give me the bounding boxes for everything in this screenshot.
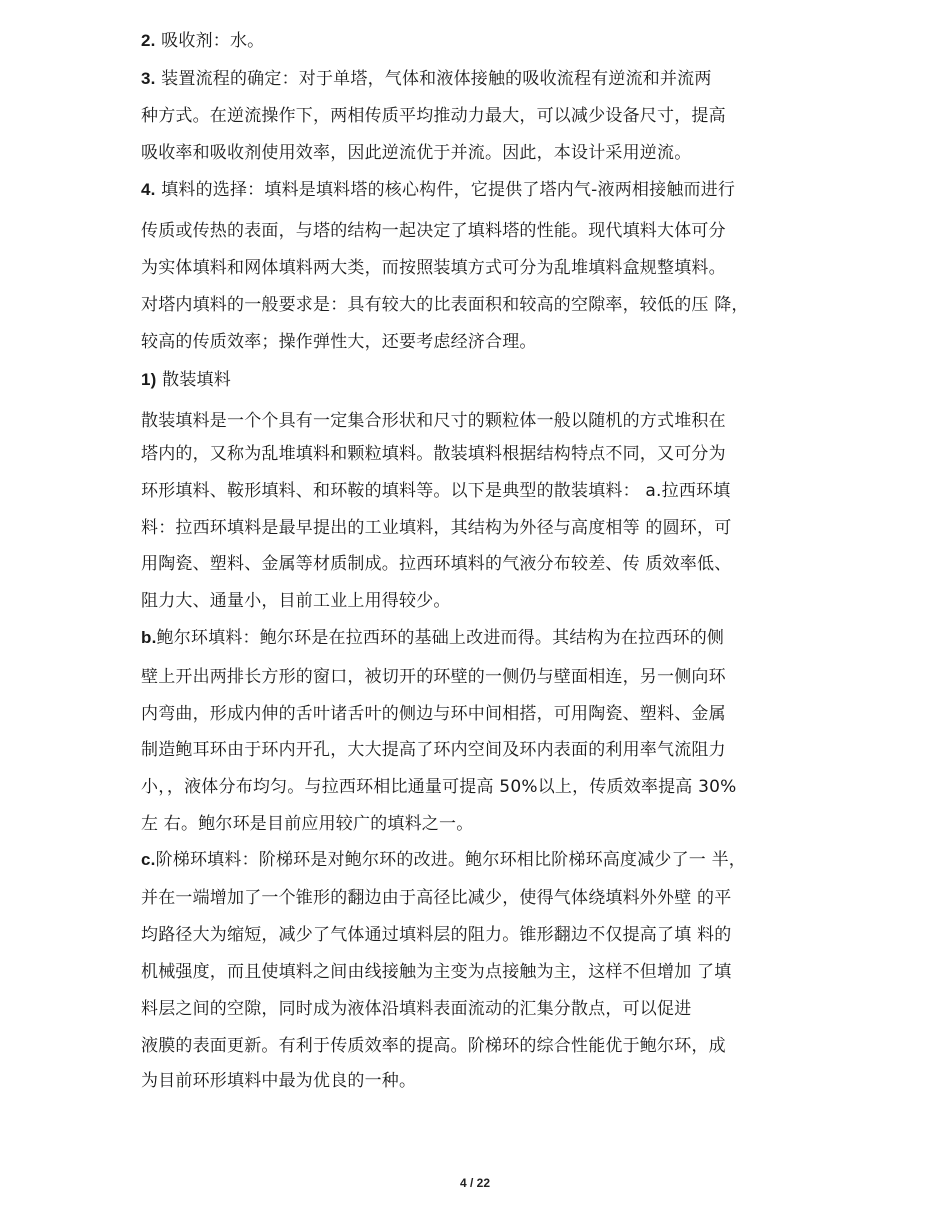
line-text: 塔内的，又称为乱堆填料和颗粒填料。散装填料根据结构特点不同，又可分为 [141,444,726,464]
line-text: 填料的选择：填料是填料塔的核心构件，它提供了塔内气-液两相接触而进行 [155,180,736,200]
line-text: 较高的传质效率；操作弹性大，还要考虑经济合理。 [141,332,537,352]
text-line [141,739,726,761]
text-line [141,257,726,279]
text-line [141,1035,726,1057]
text-line [141,813,473,835]
text-line [141,703,726,725]
line-text: 阻力大、通量小，目前工业上用得较少。 [141,591,451,611]
line-text: 用陶瓷、塑料、金属等材质制成。拉西环填料的气液分布较差、传 质效率低、 [141,554,732,574]
text-line [141,590,451,612]
line-text: 为实体填料和网体填料两大类，而按照装填方式可分为乱堆填料盒规整填料。 [141,258,726,278]
line-text: 阶梯环填料：阶梯环是对鲍尔环的改进。鲍尔环相比阶梯环高度减少了一 半， [155,850,746,870]
line-text: 传质或传热的表面，与塔的结构一起决定了填料塔的性能。现代填料大体可分 [141,221,726,241]
line-text: 并在一端增加了一个锥形的翻边由于高径比减少，使得气体绕填料外外壁 的平 [141,888,732,908]
text-line [141,887,731,909]
line-text: 壁上开出两排长方形的窗口，被切开的环壁的一侧仍与壁面相连，另一侧向环 [141,667,726,687]
line-text: 种方式。在逆流操作下，两相传质平均推动力最大，可以减少设备尺寸，提高 [141,106,726,126]
line-text: 吸收率和吸收剂使用效率，因此逆流优于并流。因此，本设计采用逆流。 [141,143,692,163]
text-line [141,30,264,52]
line-text: 均路径大为缩短，减少了气体通过填料层的阻力。锥形翻边不仅提高了填 料的 [141,925,732,945]
text-line [141,517,731,539]
page-number: 4 / 22 [459,1176,491,1190]
text-line [141,369,231,391]
text-line [141,294,749,316]
text-line [141,105,726,127]
line-text: 料层之间的空隙，同时成为液体沿填料表面流动的汇集分散点，可以促进 [141,999,692,1019]
text-line [141,627,724,649]
text-line [141,1070,416,1092]
line-text: 机械强度，而且使填料之间由线接触为主变为点接触为主，这样不但增加 了填 [141,962,732,982]
text-line [141,998,691,1020]
line-text: 对塔内填料的一般要求是：具有较大的比表面积和较高的空隙率，较低的压 降， [141,295,749,315]
text-line [141,666,726,688]
line-text: 料：拉西环填料是最早提出的工业填料，其结构为外径与高度相等 的圆环，可 [141,518,732,538]
line-text: 为目前环形填料中最为优良的一种。 [141,1071,417,1091]
list-marker: 2. [141,31,156,50]
line-text: 环形填料、鞍形填料、和环鞍的填料等。以下是典型的散装填料： a.拉西环填 [141,481,731,501]
text-line [141,331,537,353]
line-text: 装置流程的确定：对于单塔，气体和液体接触的吸收流程有逆流和并流两 [155,69,712,89]
text-line [141,776,736,798]
line-text: 液膜的表面更新。有利于传质效率的提高。阶梯环的综合性能优于鲍尔环，成 [141,1036,726,1056]
list-marker: 3. [141,69,156,88]
text-line [141,924,731,946]
line-text: 鲍尔环填料：鲍尔环是在拉西环的基础上改进而得。其结构为在拉西环的侧 [156,628,725,648]
line-text: 左 右。鲍尔环是目前应用较广的填料之一。 [141,814,474,834]
line-text: 散装填料 [156,370,231,390]
text-line [141,179,735,201]
list-marker: 1) [141,370,157,389]
text-line [141,68,712,90]
text-line [141,220,726,242]
list-marker: 4. [141,180,156,199]
line-text: 吸收剂：水。 [155,31,265,51]
text-line [141,961,731,983]
text-line [141,480,730,502]
text-line [141,443,726,465]
line-text: 小，，液体分布均匀。与拉西环相比通量可提高 50%以上，传质效率提高 30% [141,777,737,797]
text-line [141,553,731,575]
line-text: 散装填料是一个个具有一定集合形状和尺寸的颗粒体一般以随机的方式堆积在 [141,411,726,431]
line-text: 制造鲍耳环由于环内开孔，大大提高了环内空间及环内表面的利用率气流阻力 [141,740,726,760]
list-marker: c. [141,850,156,869]
text-line [141,142,691,164]
text-line [141,849,746,871]
text-line [141,410,726,432]
line-text: 内弯曲，形成内伸的舌叶诸舌叶的侧边与环中间相搭，可用陶瓷、塑料、金属 [141,704,726,724]
list-marker: b. [141,628,157,647]
